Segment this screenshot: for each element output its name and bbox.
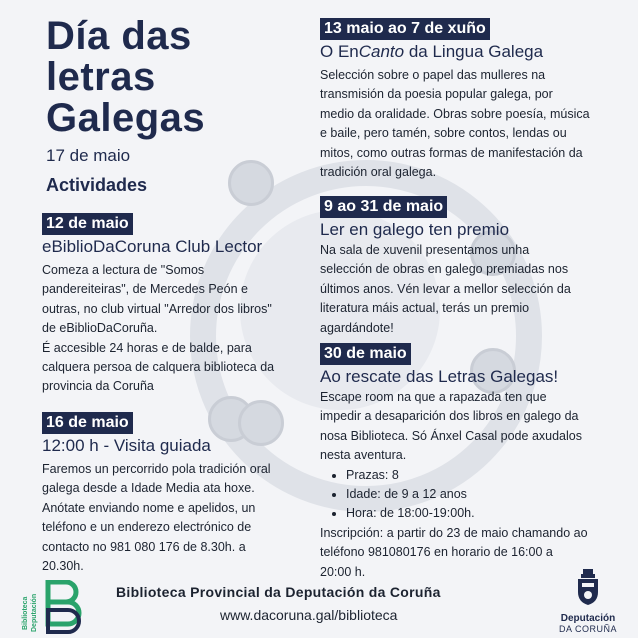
b-letters-icon bbox=[44, 580, 88, 634]
library-name: Biblioteca Provincial da Deputación da Coruña bbox=[116, 584, 441, 600]
event-subtitle: Ler en galego ten premio bbox=[320, 220, 510, 239]
coat-of-arms-icon bbox=[573, 568, 603, 606]
title-line-1: Día das bbox=[46, 14, 192, 58]
date-tag: 30 de maio bbox=[320, 343, 411, 365]
website-link[interactable]: www.dacoruna.gal/biblioteca bbox=[220, 607, 398, 623]
event-description: Faremos un percorrido pola tradición oral galega desde a Idade Media ata hoxe. Anótate enviando nome e apelidos, un teléfono e un enderezo electrónico de contacto no 981 080 176 de 8.30h. a 20.30h. bbox=[42, 462, 271, 574]
date-tag: 12 de maio bbox=[42, 213, 133, 235]
logo-text-line-1: Deputación bbox=[560, 613, 616, 624]
event-subtitle: 12:00 h - Visita guiada bbox=[42, 436, 211, 455]
list-item: • Hora: de 18:00-19:00h. bbox=[346, 504, 630, 523]
deputacion-logo bbox=[548, 568, 628, 636]
event-subtitle: Ao rescate das Letras Galegas! bbox=[320, 367, 559, 386]
logo-text-biblioteca: Biblioteca bbox=[22, 596, 29, 630]
event-subtitle: eBiblioDaCoruna Club Lector bbox=[42, 237, 263, 256]
event-description: Selección sobre o papel das mulleres na transmisión da poesia popular galega, por medio da oralidade. Obras sobre poesía, música e baile, pero tamén, sobre contos, lendas ou mitos, como outras formas de manifestación da tradición oral galega. bbox=[320, 68, 590, 180]
logo-text-line-2: DA CORUÑA bbox=[558, 624, 617, 634]
event-escape-room bbox=[320, 343, 630, 582]
registration-info: Inscripción: a partir do 23 de maio chamando ao teléfono 981080176 en horario de 16:00 a 20:00 h. bbox=[320, 525, 588, 579]
event-visita-guiada bbox=[42, 412, 317, 576]
date-tag: 13 maio ao 7 de xuño bbox=[320, 18, 490, 40]
event-ler-en-galego bbox=[320, 196, 630, 338]
date-tag: 16 de maio bbox=[42, 412, 133, 434]
page-title bbox=[46, 16, 205, 139]
event-club-lector bbox=[42, 213, 317, 397]
event-encanto bbox=[320, 18, 630, 182]
event-description: Na sala de xuvenil presentamos unha selección de obras en galego premiadas nos últimos anos. Vén levar a mellor selección da literatura máis actual, terás un premio agardándote! bbox=[320, 243, 571, 335]
biblioteca-logo bbox=[20, 578, 90, 634]
logo-text-deputacion: Deputación bbox=[31, 593, 38, 632]
title-line-2: letras bbox=[46, 55, 156, 99]
title-line-3: Galegas bbox=[46, 96, 206, 140]
list-item: • Idade: de 9 a 12 anos bbox=[346, 485, 630, 504]
event-date: 17 de maio bbox=[46, 146, 131, 165]
details-list bbox=[320, 466, 630, 524]
list-item: • Prazas: 8 bbox=[346, 466, 630, 485]
date-tag: 9 ao 31 de maio bbox=[320, 196, 447, 218]
event-description: Comeza a lectura de "Somos pandereiteiras", de Mercedes Peón e outras, no club virtual "Arredor dos libros" de eBiblioDaCoruña. É accesible 24 horas e de balde, para calquera persoa de calquera biblioteca da provincia da Coruña bbox=[42, 263, 275, 394]
event-subtitle: O EnCanto da Lingua Galega bbox=[320, 42, 544, 61]
activities-heading: Actividades bbox=[46, 175, 148, 195]
event-description: Escape room na que a rapazada ten que impedir a desaparición dos libros en galego da nosa Biblioteca. Só Ánxel Casal pode axudalos nesta aventura. bbox=[320, 390, 582, 463]
